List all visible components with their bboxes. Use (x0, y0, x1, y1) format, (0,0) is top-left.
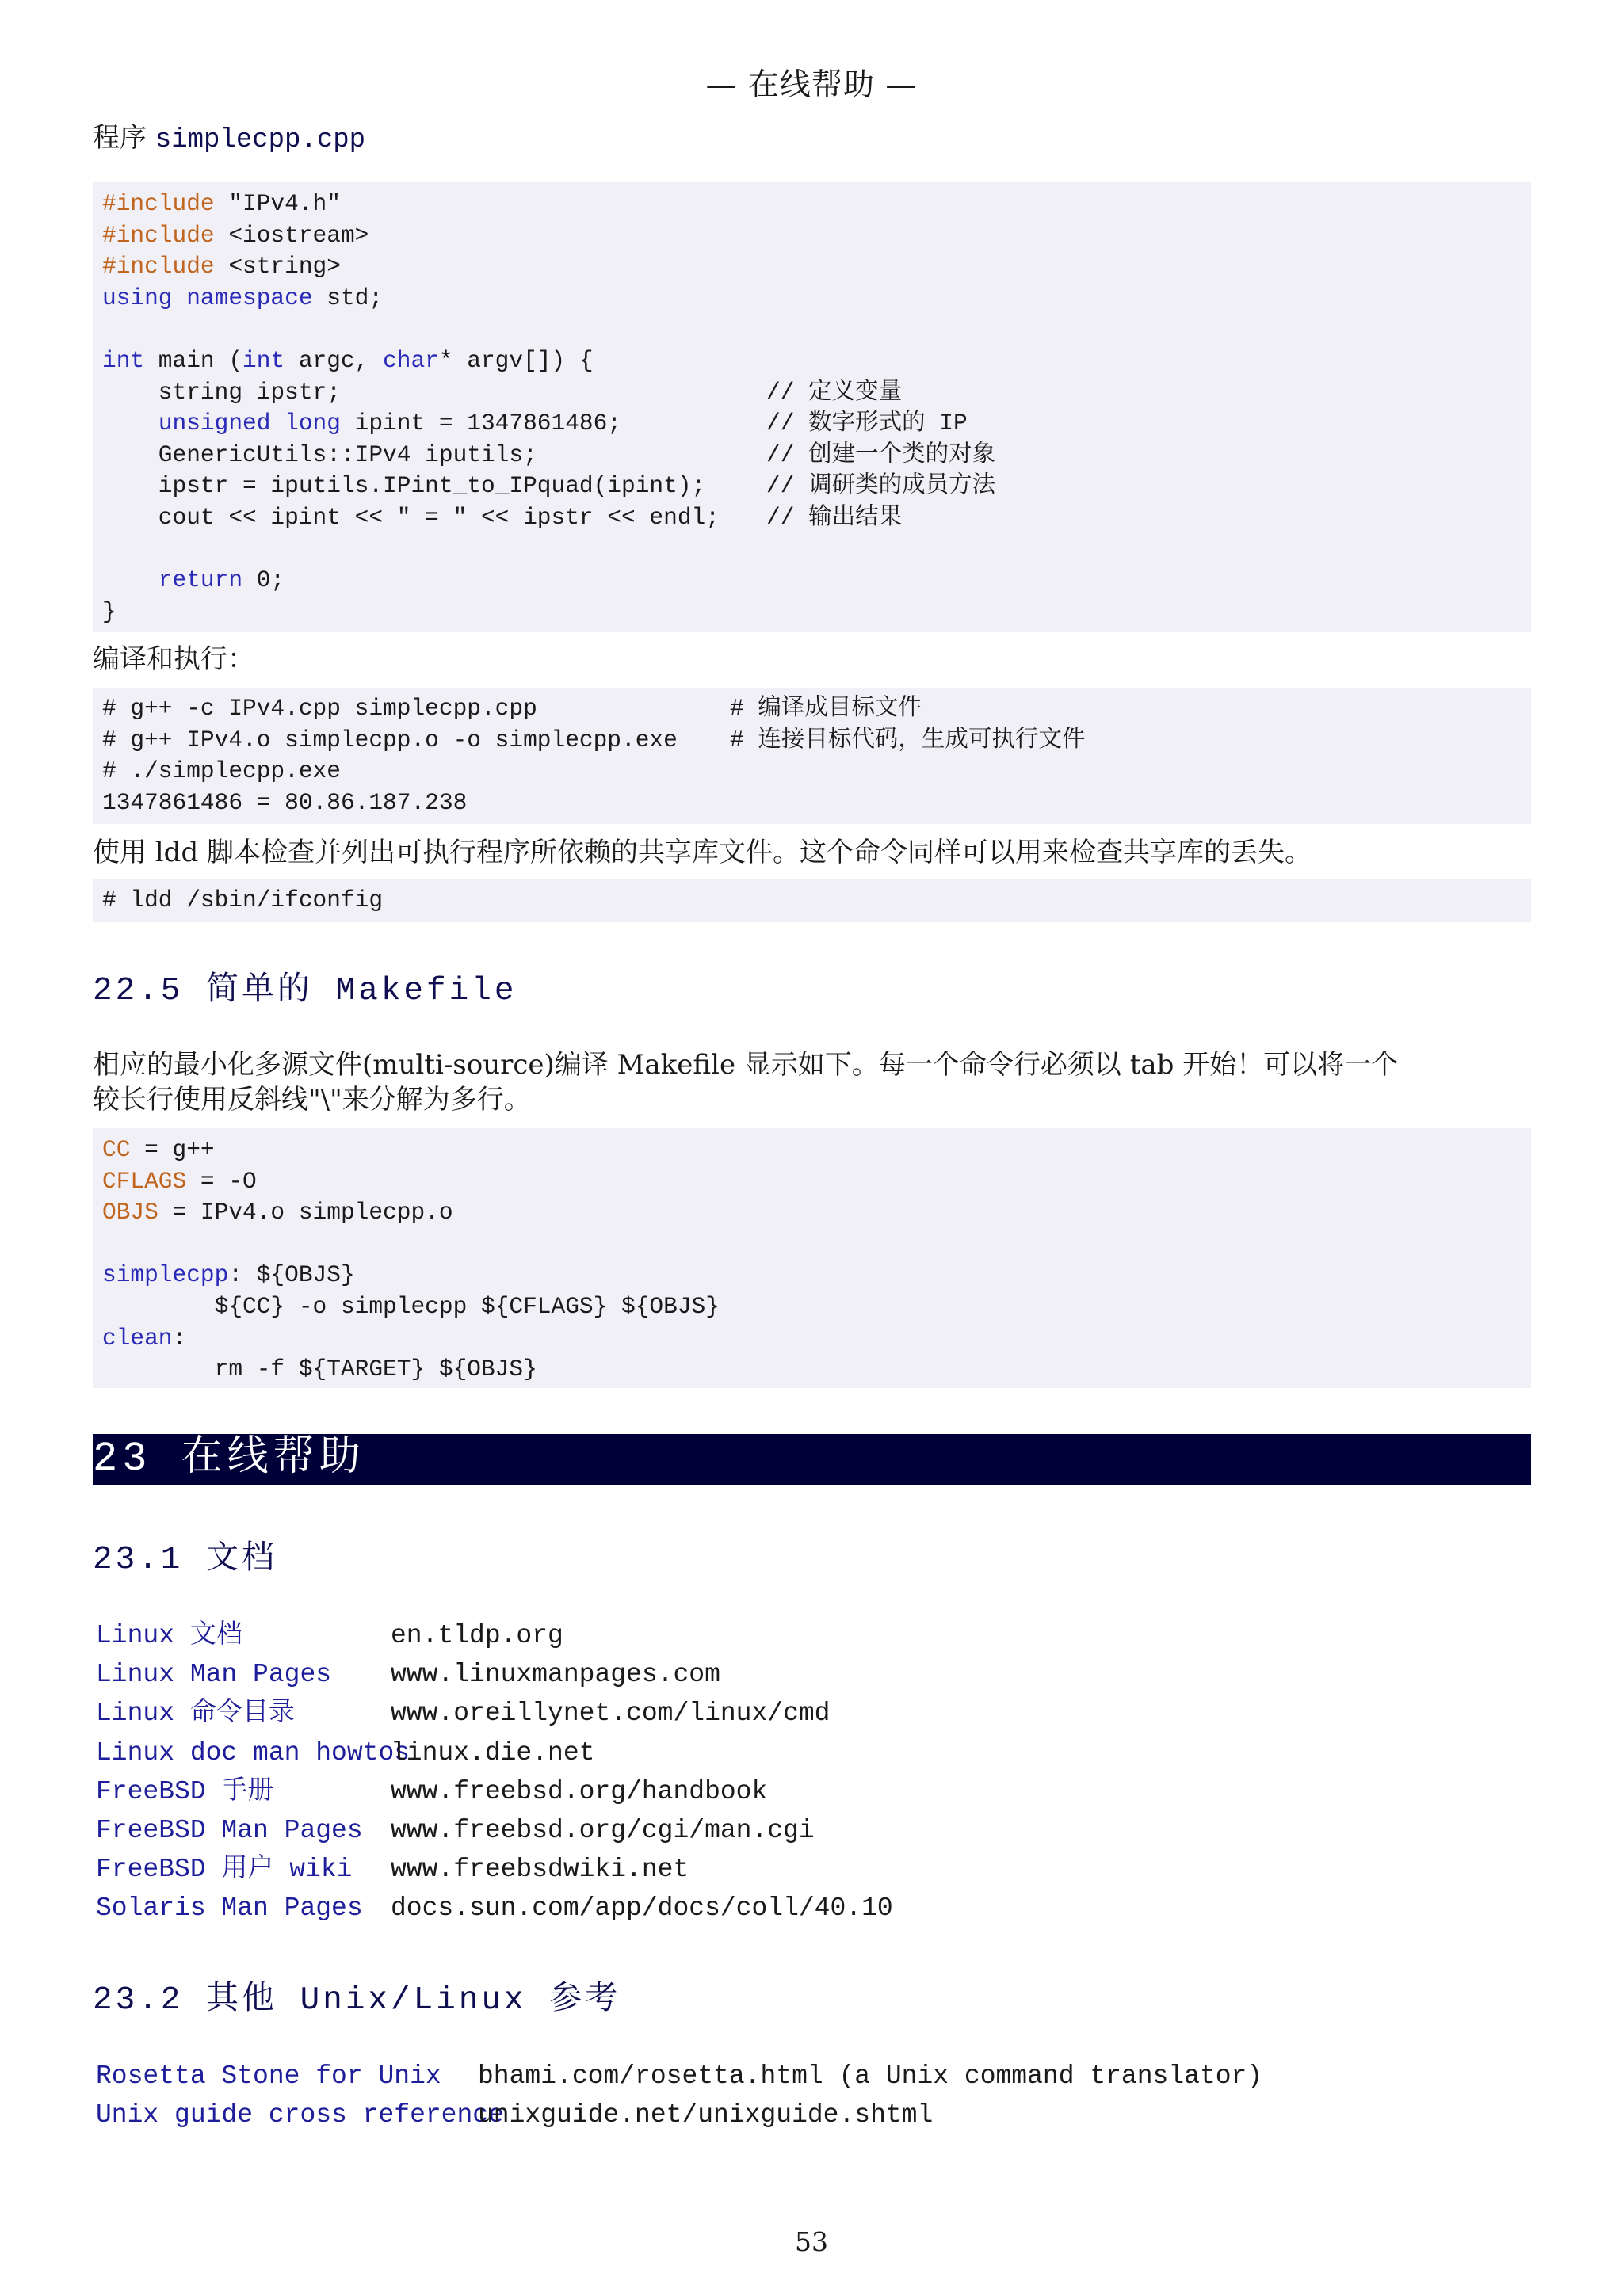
code-line (102, 377, 1531, 409)
link-name[interactable]: Linux 文档 (96, 1621, 242, 1650)
code-comment: // 定义变量 (766, 378, 903, 406)
code-token: int (242, 346, 285, 374)
code-token: int (102, 346, 145, 374)
code-token: ${CC} -o simplecpp ${CFLAGS} ${OBJS} (102, 1292, 720, 1320)
code-token: return (158, 566, 243, 594)
code-line (102, 1166, 1531, 1198)
code-token: = -O (186, 1167, 257, 1195)
code-token: OBJS (102, 1199, 158, 1226)
code-token: char (383, 346, 439, 374)
link-url[interactable]: docs.sun.com/app/docs/coll/40.10 (391, 1894, 893, 1924)
code-token: 0; (242, 566, 285, 594)
code-line (102, 189, 1531, 220)
code-comment: // 输出结果 (766, 503, 903, 531)
code-line (102, 1197, 1531, 1229)
link-name[interactable]: Linux doc man howtos (96, 1737, 411, 1768)
link-name[interactable]: Linux Man Pages (96, 1660, 332, 1690)
link-name[interactable]: Linux 命令目录 (96, 1699, 295, 1729)
code-line (102, 565, 1531, 597)
link-url[interactable]: linux.die.net (391, 1737, 595, 1768)
link-url[interactable]: www.freebsd.org/cgi/man.cgi (391, 1815, 815, 1845)
link-name[interactable]: Unix guide cross reference (96, 2100, 504, 2130)
code-token: #include (102, 190, 215, 217)
code-line (102, 1260, 1531, 1291)
code-token: namespace (186, 284, 313, 311)
section-heading-23-2: 23.2 其他 Unix/Linux 参考 (93, 1982, 621, 2019)
code-token: "IPv4.h" (214, 190, 341, 217)
code-token: = IPv4.o simplecpp.o (158, 1199, 453, 1226)
link-url[interactable]: en.tldp.org (391, 1621, 563, 1650)
code-token: unsigned (158, 410, 271, 437)
code-token: GenericUtils::IPv4 iputils; (102, 441, 537, 468)
link-name[interactable]: FreeBSD 手册 (96, 1776, 274, 1806)
link-url[interactable]: unixguide.net/unixguide.shtml (478, 2100, 934, 2130)
caption-filename: simplecpp.cpp (155, 125, 366, 155)
code-token: <string> (214, 253, 341, 280)
chapter-heading-23 (93, 1434, 1531, 1485)
code-token: string ipstr; (102, 378, 341, 406)
code-token: : (172, 1324, 187, 1352)
code-token: ipstr = iputils.IPint_to_IPquad(ipint); (102, 472, 706, 500)
link-url[interactable]: bhami.com/rosetta.html (a Unix command translator) (478, 2061, 1263, 2091)
code-block-ldd (93, 879, 1531, 922)
code-line (102, 283, 1531, 315)
code-line (102, 788, 1531, 819)
code-line (102, 1354, 1531, 1386)
code-comment: // 创建一个类的对象 (766, 441, 996, 468)
makefile-caption-line-2: 较长行使用反斜线"\"来分解为多行。 (93, 1084, 531, 1116)
link-url[interactable]: www.freebsdwiki.net (391, 1855, 689, 1885)
code-line (102, 408, 1531, 440)
code-line (102, 693, 1531, 725)
link-name[interactable]: Rosetta Stone for Unix (96, 2061, 441, 2091)
code-line (102, 345, 1531, 377)
code-token: CFLAGS (102, 1167, 187, 1195)
code-token: rm -f ${TARGET} ${OBJS} (102, 1356, 537, 1383)
code-line (102, 440, 1531, 471)
code-token: # g++ -c IPv4.cpp simplecpp.cpp (102, 695, 537, 722)
running-header: — 在线帮助 — (705, 67, 918, 103)
code-token: : ${OBJS} (228, 1261, 355, 1289)
compile-caption: 编译和执行： (93, 643, 254, 675)
code-line (102, 1291, 1531, 1323)
code-line (102, 1135, 1531, 1166)
makefile-caption-line-1: 相应的最小化多源文件(multi-source)编译 Makefile 显示如下。每一个命令行必须以 tab 开始！可以将一个 (93, 1049, 1399, 1081)
code-line (102, 756, 1531, 788)
code-token (270, 410, 285, 437)
code-line (102, 1323, 1531, 1355)
code-comment: # 编译成目标文件 (730, 695, 922, 722)
chapter-title: 23 在线帮助 (93, 1436, 365, 1482)
code-token: 1347861486 = 80.86.187.238 (102, 788, 468, 816)
code-token (173, 284, 187, 311)
code-block-compile (93, 688, 1531, 824)
code-line (102, 251, 1531, 283)
code-token: long (285, 410, 341, 437)
code-token: CC (102, 1136, 131, 1163)
code-token: } (102, 597, 116, 625)
code-line (102, 314, 1531, 345)
code-token: ipint = 1347861486; (340, 410, 622, 437)
code-line (102, 534, 1531, 566)
code-token: #include (102, 253, 215, 280)
code-comment: # 连接目标代码，生成可执行文件 (730, 726, 1086, 753)
code-line (102, 597, 1531, 628)
code-token: std; (312, 284, 384, 311)
page-number: 53 (795, 2226, 828, 2257)
code-token: # ldd /sbin/ifconfig (102, 887, 384, 913)
code-token: # g++ IPv4.o simplecpp.o -o simplecpp.exe (102, 726, 678, 753)
section-heading-23-1: 23.1 文档 (93, 1542, 278, 1578)
code-line (102, 502, 1531, 534)
code-block-makefile (93, 1128, 1531, 1388)
link-url[interactable]: www.oreillynet.com/linux/cmd (391, 1699, 831, 1729)
section-heading-22-5: 22.5 简单的 Makefile (93, 973, 517, 1009)
link-name[interactable]: Solaris Man Pages (96, 1894, 363, 1924)
code-block-simplecpp (93, 182, 1531, 632)
code-comment: // 数字形式的 IP (766, 410, 968, 437)
code-line (102, 471, 1531, 502)
ldd-caption: 使用 ldd 脚本检查并列出可执行程序所依赖的共享库文件。这个命令同样可以用来检查共享库的丢失。 (93, 837, 1312, 868)
code-token: cout << ipint << " = " << ipstr << endl; (102, 503, 720, 531)
code-token: = g++ (130, 1136, 215, 1163)
code-line (102, 885, 1531, 917)
code-token: * argv[]) { (438, 346, 594, 374)
code-token (102, 566, 158, 593)
code-token: using (102, 284, 173, 311)
link-url[interactable]: www.linuxmanpages.com (391, 1660, 720, 1690)
code-token: main ( (144, 346, 243, 374)
caption-prefix: 程序 (93, 122, 147, 154)
link-name[interactable]: FreeBSD Man Pages (96, 1815, 363, 1845)
code-token: #include (102, 221, 215, 249)
code-token: # ./simplecpp.exe (102, 757, 341, 785)
code-token: argc, (285, 346, 384, 374)
code-token: <iostream> (214, 221, 369, 249)
code-token (102, 410, 158, 437)
code-line (102, 1229, 1531, 1261)
code-line (102, 725, 1531, 757)
code-token: simplecpp (102, 1261, 229, 1289)
code-line (102, 220, 1531, 252)
code-comment: // 调研类的成员方法 (766, 472, 996, 500)
program-caption (93, 120, 1531, 158)
code-token: clean (102, 1324, 173, 1352)
link-name[interactable]: FreeBSD 用户 wiki (96, 1855, 353, 1885)
link-url[interactable]: www.freebsd.org/handbook (391, 1776, 768, 1806)
